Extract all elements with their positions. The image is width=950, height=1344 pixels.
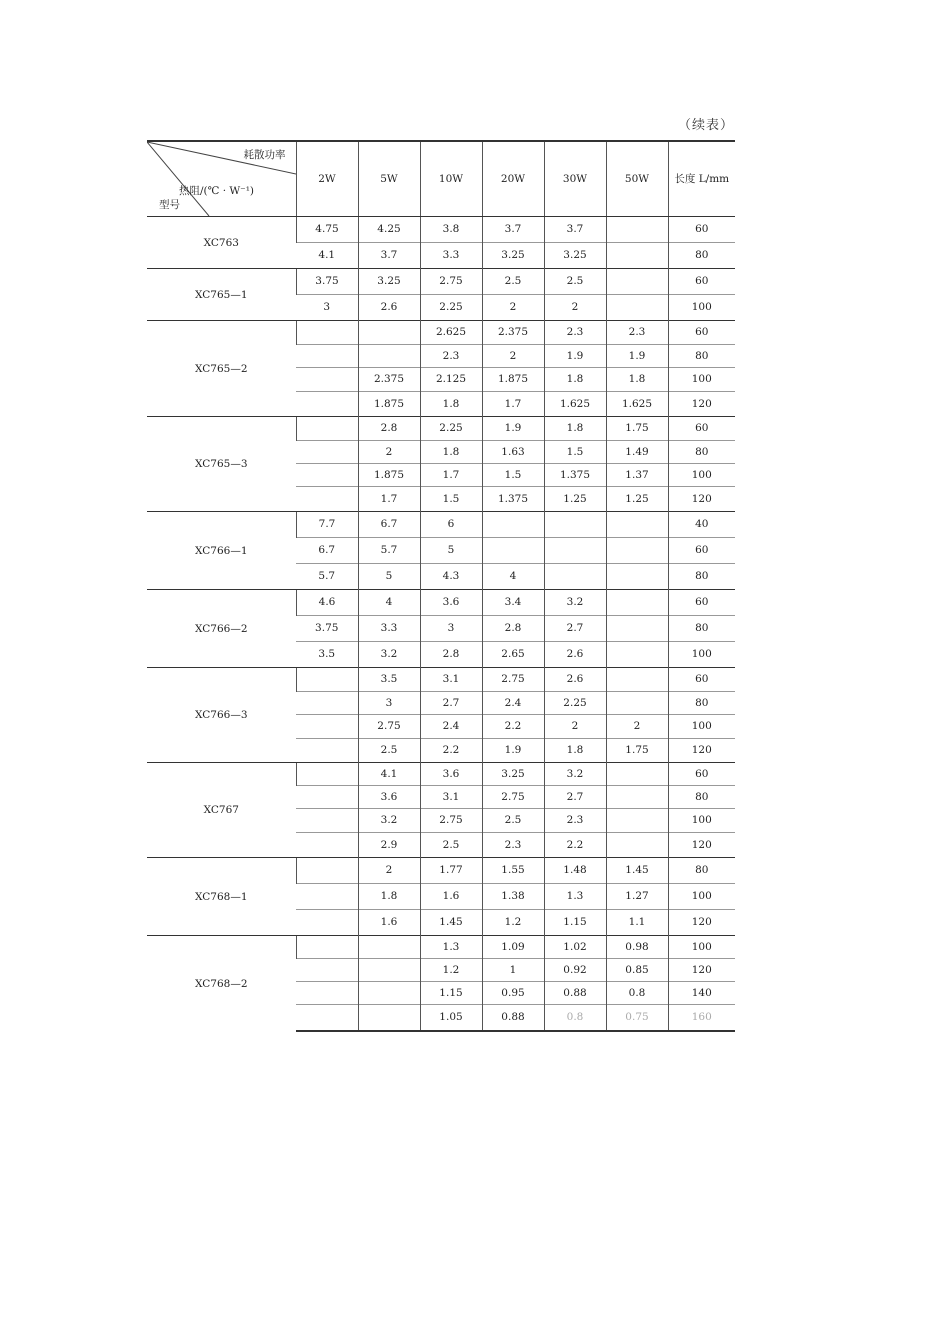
value-cell: 3.75 — [296, 269, 358, 295]
value-cell: 2.2 — [544, 833, 606, 858]
value-cell: 100 — [668, 715, 735, 739]
corner-power-label: 耗散功率 — [243, 149, 286, 161]
model-cell: XC768—1 — [147, 858, 296, 936]
value-cell: 1.77 — [420, 858, 482, 884]
value-cell — [606, 590, 668, 616]
value-cell: 0.92 — [544, 959, 606, 982]
value-cell — [606, 642, 668, 668]
corner-model-label: 型号 — [159, 199, 180, 211]
value-cell: 80 — [668, 692, 735, 715]
value-cell: 100 — [668, 464, 735, 487]
value-cell: 80 — [668, 243, 735, 269]
value-cell: 1.9 — [482, 739, 544, 763]
value-cell: 1.5 — [544, 441, 606, 464]
value-cell: 120 — [668, 739, 735, 763]
value-cell: 2.8 — [482, 616, 544, 642]
value-cell — [296, 392, 358, 417]
value-cell: 2.5 — [544, 269, 606, 295]
value-cell: 1.625 — [606, 392, 668, 417]
value-cell: 2.25 — [544, 692, 606, 715]
table-row — [147, 858, 735, 884]
value-cell: 3.3 — [420, 243, 482, 269]
value-cell: 2.5 — [358, 739, 420, 763]
value-cell: 5.7 — [358, 538, 420, 564]
value-cell: 5 — [420, 538, 482, 564]
column-header: 10W — [420, 141, 482, 217]
value-cell: 120 — [668, 392, 735, 417]
model-cell: XC765—3 — [147, 417, 296, 512]
value-cell: 80 — [668, 616, 735, 642]
value-cell: 1.8 — [544, 739, 606, 763]
value-cell: 60 — [668, 417, 735, 441]
value-cell — [358, 321, 420, 345]
value-cell: 3.7 — [544, 217, 606, 243]
value-cell: 1.05 — [420, 1005, 482, 1032]
value-cell — [606, 512, 668, 538]
value-cell: 1.48 — [544, 858, 606, 884]
value-cell: 120 — [668, 833, 735, 858]
value-cell: 2.125 — [420, 368, 482, 392]
value-cell: 1.45 — [420, 910, 482, 936]
value-cell: 2 — [358, 858, 420, 884]
value-cell — [606, 217, 668, 243]
value-cell: 2.75 — [358, 715, 420, 739]
value-cell: 1.2 — [420, 959, 482, 982]
value-cell: 2.8 — [358, 417, 420, 441]
value-cell: 2.5 — [420, 833, 482, 858]
value-cell: 1.8 — [544, 417, 606, 441]
value-cell: 3.1 — [420, 786, 482, 809]
value-cell: 100 — [668, 642, 735, 668]
value-cell: 2.3 — [544, 809, 606, 833]
value-cell — [296, 739, 358, 763]
value-cell: 120 — [668, 959, 735, 982]
value-cell: 80 — [668, 441, 735, 464]
value-cell: 2.4 — [420, 715, 482, 739]
value-cell: 1.8 — [420, 441, 482, 464]
value-cell: 2.6 — [544, 642, 606, 668]
value-cell: 60 — [668, 217, 735, 243]
value-cell: 5.7 — [296, 564, 358, 590]
value-cell — [606, 763, 668, 786]
value-cell: 0.95 — [482, 982, 544, 1005]
value-cell: 1.9 — [482, 417, 544, 441]
value-cell: 80 — [668, 858, 735, 884]
model-cell: XC766—3 — [147, 668, 296, 763]
value-cell — [296, 982, 358, 1005]
value-cell: 0.8 — [544, 1005, 606, 1032]
value-cell: 2.375 — [358, 368, 420, 392]
value-cell: 1.875 — [482, 368, 544, 392]
value-cell: 60 — [668, 668, 735, 692]
table-row — [147, 668, 735, 692]
value-cell: 3.4 — [482, 590, 544, 616]
value-cell: 1.25 — [606, 487, 668, 512]
value-cell: 2.3 — [482, 833, 544, 858]
value-cell: 3.2 — [358, 809, 420, 833]
value-cell: 0.98 — [606, 936, 668, 959]
value-cell — [358, 1005, 420, 1032]
value-cell — [296, 858, 358, 884]
value-cell — [296, 345, 358, 368]
value-cell: 2.3 — [606, 321, 668, 345]
value-cell: 7.7 — [296, 512, 358, 538]
value-cell — [358, 959, 420, 982]
diagonal-header-cell — [147, 141, 296, 217]
column-header: 5W — [358, 141, 420, 217]
value-cell: 1.8 — [420, 392, 482, 417]
model-cell: XC766—2 — [147, 590, 296, 668]
header-row — [147, 141, 735, 217]
value-cell — [296, 417, 358, 441]
value-cell — [358, 982, 420, 1005]
value-cell — [296, 668, 358, 692]
value-cell: 3 — [358, 692, 420, 715]
value-cell: 2 — [544, 295, 606, 321]
value-cell: 1.1 — [606, 910, 668, 936]
value-cell: 1.15 — [420, 982, 482, 1005]
value-cell: 2.9 — [358, 833, 420, 858]
value-cell: 60 — [668, 763, 735, 786]
value-cell: 2.25 — [420, 295, 482, 321]
value-cell: 0.8 — [606, 982, 668, 1005]
value-cell: 100 — [668, 884, 735, 910]
value-cell — [296, 786, 358, 809]
value-cell: 2.6 — [544, 668, 606, 692]
value-cell: 2.8 — [420, 642, 482, 668]
value-cell: 1.7 — [420, 464, 482, 487]
table-row — [147, 269, 735, 295]
value-cell: 5 — [358, 564, 420, 590]
value-cell — [606, 564, 668, 590]
value-cell: 1.875 — [358, 392, 420, 417]
value-cell: 3.1 — [420, 668, 482, 692]
value-cell: 3.25 — [544, 243, 606, 269]
value-cell: 3.5 — [358, 668, 420, 692]
value-cell: 2 — [544, 715, 606, 739]
value-cell: 2.4 — [482, 692, 544, 715]
value-cell: 0.75 — [606, 1005, 668, 1032]
value-cell: 60 — [668, 269, 735, 295]
column-header: 长度 L/mm — [668, 141, 735, 217]
value-cell: 3.2 — [358, 642, 420, 668]
column-header: 2W — [296, 141, 358, 217]
value-cell: 1.25 — [544, 487, 606, 512]
value-cell: 3.6 — [358, 786, 420, 809]
corner-resistance-label: 热阻/(℃ · W⁻¹) — [179, 185, 255, 197]
value-cell: 2.25 — [420, 417, 482, 441]
value-cell: 60 — [668, 590, 735, 616]
value-cell — [296, 910, 358, 936]
thermal-resistance-table — [147, 140, 735, 1032]
value-cell: 2.7 — [420, 692, 482, 715]
value-cell — [296, 487, 358, 512]
value-cell: 2.7 — [544, 786, 606, 809]
value-cell: 3.25 — [358, 269, 420, 295]
value-cell — [296, 809, 358, 833]
value-cell: 40 — [668, 512, 735, 538]
value-cell: 1.5 — [420, 487, 482, 512]
value-cell: 1.375 — [482, 487, 544, 512]
value-cell: 1.27 — [606, 884, 668, 910]
value-cell: 2.2 — [420, 739, 482, 763]
value-cell: 2 — [606, 715, 668, 739]
value-cell: 1.75 — [606, 417, 668, 441]
value-cell — [358, 345, 420, 368]
table-row — [147, 763, 735, 786]
value-cell: 1.6 — [358, 910, 420, 936]
value-cell: 1.55 — [482, 858, 544, 884]
table-row — [147, 512, 735, 538]
value-cell: 2.3 — [420, 345, 482, 368]
value-cell: 3.8 — [420, 217, 482, 243]
column-header: 50W — [606, 141, 668, 217]
value-cell: 2.75 — [420, 809, 482, 833]
value-cell — [606, 295, 668, 321]
value-cell: 2.75 — [420, 269, 482, 295]
value-cell: 1 — [482, 959, 544, 982]
value-cell: 1.7 — [358, 487, 420, 512]
value-cell: 0.85 — [606, 959, 668, 982]
table-row — [147, 217, 735, 243]
value-cell — [544, 538, 606, 564]
value-cell — [606, 809, 668, 833]
value-cell — [606, 269, 668, 295]
value-cell — [606, 833, 668, 858]
value-cell: 2.3 — [544, 321, 606, 345]
value-cell: 6 — [420, 512, 482, 538]
value-cell: 1.3 — [420, 936, 482, 959]
table-row — [147, 590, 735, 616]
value-cell: 6.7 — [358, 512, 420, 538]
value-cell — [296, 692, 358, 715]
value-cell: 2.75 — [482, 668, 544, 692]
value-cell: 60 — [668, 538, 735, 564]
value-cell — [296, 959, 358, 982]
value-cell — [296, 1005, 358, 1032]
model-cell: XC765—1 — [147, 269, 296, 321]
value-cell — [296, 884, 358, 910]
model-cell: XC763 — [147, 217, 296, 269]
value-cell: 1.49 — [606, 441, 668, 464]
value-cell: 3.75 — [296, 616, 358, 642]
value-cell: 4.25 — [358, 217, 420, 243]
value-cell: 3.2 — [544, 763, 606, 786]
value-cell: 80 — [668, 564, 735, 590]
value-cell: 3.6 — [420, 590, 482, 616]
value-cell — [296, 763, 358, 786]
value-cell: 1.02 — [544, 936, 606, 959]
value-cell — [296, 321, 358, 345]
value-cell: 3.6 — [420, 763, 482, 786]
value-cell: 4.1 — [358, 763, 420, 786]
value-cell: 2.65 — [482, 642, 544, 668]
value-cell: 0.88 — [544, 982, 606, 1005]
value-cell: 1.8 — [544, 368, 606, 392]
value-cell — [544, 512, 606, 538]
model-cell: XC765—2 — [147, 321, 296, 417]
value-cell: 2.75 — [482, 786, 544, 809]
value-cell: 2.5 — [482, 809, 544, 833]
value-cell: 1.38 — [482, 884, 544, 910]
value-cell — [296, 936, 358, 959]
value-cell — [606, 616, 668, 642]
value-cell: 3.5 — [296, 642, 358, 668]
value-cell: 100 — [668, 295, 735, 321]
value-cell — [296, 441, 358, 464]
value-cell: 2.7 — [544, 616, 606, 642]
value-cell: 1.8 — [606, 368, 668, 392]
value-cell: 1.9 — [606, 345, 668, 368]
value-cell: 1.3 — [544, 884, 606, 910]
value-cell: 3.7 — [482, 217, 544, 243]
value-cell: 80 — [668, 345, 735, 368]
value-cell: 1.5 — [482, 464, 544, 487]
value-cell: 3 — [296, 295, 358, 321]
value-cell: 4.3 — [420, 564, 482, 590]
value-cell: 1.9 — [544, 345, 606, 368]
value-cell: 100 — [668, 809, 735, 833]
value-cell: 1.625 — [544, 392, 606, 417]
table-row — [147, 936, 735, 959]
value-cell — [544, 564, 606, 590]
value-cell — [606, 692, 668, 715]
value-cell — [606, 786, 668, 809]
value-cell: 1.375 — [544, 464, 606, 487]
value-cell: 2 — [482, 295, 544, 321]
value-cell: 2.6 — [358, 295, 420, 321]
value-cell: 2.625 — [420, 321, 482, 345]
column-header: 20W — [482, 141, 544, 217]
value-cell: 2 — [358, 441, 420, 464]
value-cell: 100 — [668, 368, 735, 392]
value-cell: 1.37 — [606, 464, 668, 487]
value-cell — [606, 538, 668, 564]
value-cell — [482, 538, 544, 564]
value-cell: 3.2 — [544, 590, 606, 616]
value-cell: 4.1 — [296, 243, 358, 269]
value-cell: 3 — [420, 616, 482, 642]
value-cell: 1.875 — [358, 464, 420, 487]
value-cell: 100 — [668, 936, 735, 959]
value-cell: 1.6 — [420, 884, 482, 910]
value-cell: 4.6 — [296, 590, 358, 616]
value-cell: 3.3 — [358, 616, 420, 642]
table-body — [147, 217, 735, 1032]
value-cell — [296, 464, 358, 487]
value-cell: 2 — [482, 345, 544, 368]
value-cell: 1.7 — [482, 392, 544, 417]
value-cell: 4 — [482, 564, 544, 590]
value-cell: 120 — [668, 487, 735, 512]
value-cell: 1.15 — [544, 910, 606, 936]
value-cell: 3.7 — [358, 243, 420, 269]
value-cell: 1.75 — [606, 739, 668, 763]
value-cell: 1.45 — [606, 858, 668, 884]
value-cell: 2.375 — [482, 321, 544, 345]
value-cell — [358, 936, 420, 959]
model-cell: XC767 — [147, 763, 296, 858]
value-cell: 4 — [358, 590, 420, 616]
value-cell — [606, 243, 668, 269]
value-cell — [296, 833, 358, 858]
value-cell: 120 — [668, 910, 735, 936]
value-cell — [606, 668, 668, 692]
value-cell — [482, 512, 544, 538]
value-cell: 0.88 — [482, 1005, 544, 1032]
value-cell: 4.75 — [296, 217, 358, 243]
value-cell: 1.09 — [482, 936, 544, 959]
value-cell: 2.5 — [482, 269, 544, 295]
value-cell — [296, 715, 358, 739]
model-cell: XC768—2 — [147, 936, 296, 1032]
value-cell: 160 — [668, 1005, 735, 1032]
value-cell: 60 — [668, 321, 735, 345]
continued-label: （续表） — [677, 118, 734, 133]
value-cell: 6.7 — [296, 538, 358, 564]
value-cell: 1.8 — [358, 884, 420, 910]
value-cell: 140 — [668, 982, 735, 1005]
value-cell: 2.2 — [482, 715, 544, 739]
model-cell: XC766—1 — [147, 512, 296, 590]
value-cell: 3.25 — [482, 763, 544, 786]
column-header: 30W — [544, 141, 606, 217]
value-cell: 3.25 — [482, 243, 544, 269]
table-row — [147, 417, 735, 441]
table-row — [147, 321, 735, 345]
value-cell: 1.63 — [482, 441, 544, 464]
value-cell: 80 — [668, 786, 735, 809]
value-cell: 1.2 — [482, 910, 544, 936]
value-cell — [296, 368, 358, 392]
